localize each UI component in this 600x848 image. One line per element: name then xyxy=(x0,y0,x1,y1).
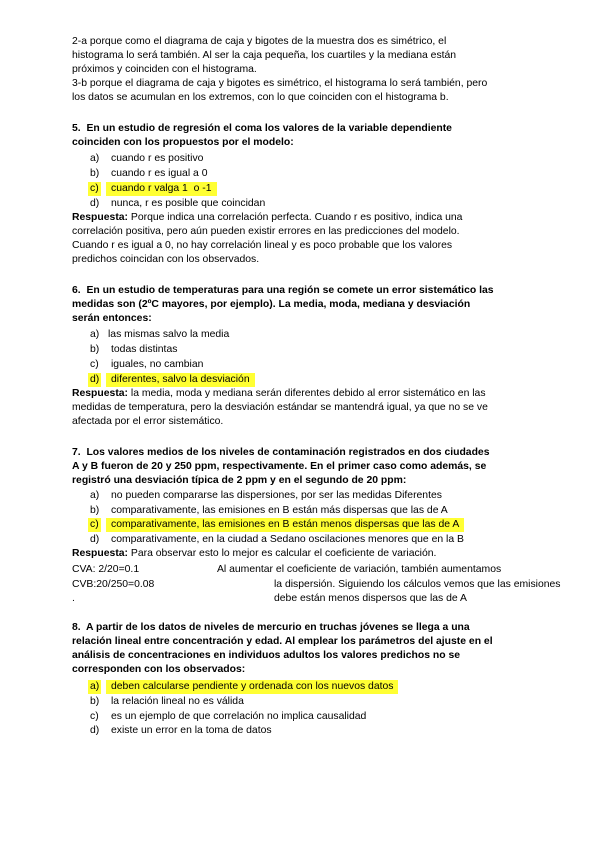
q8-option-a-letter: a) xyxy=(90,681,100,692)
q6-question-line-2: medidas son (2ºC mayores, por ejemplo). La media, moda, mediana y desviación xyxy=(72,299,471,310)
intro-line-4: 3-b porque el diagrama de caja y bigotes es simétrico, el histograma lo será también, pero xyxy=(72,78,488,89)
q8-question-line-2: relación lineal entre concentración y edad. Al emplear los parámetros del ajuste en el xyxy=(72,636,493,647)
q5-option-a-letter: a) xyxy=(90,153,100,164)
q5-option-a: cuando r es positivo xyxy=(111,153,204,164)
q7-option-b-letter: b) xyxy=(90,505,100,516)
q6-option-b-letter: b) xyxy=(90,344,100,355)
q7-explanation-line-2: la dispersión. Siguiendo los cálculos vemos que las emisiones xyxy=(274,579,561,590)
q6-answer-line-2: medidas de temperatura, pero la desviación estándar se mantendrá igual, ya que no se ve xyxy=(72,402,488,413)
q8-option-b-letter: b) xyxy=(90,696,100,707)
intro-line-1: 2-a porque como el diagrama de caja y bigotes de la muestra dos es simétrico, el xyxy=(72,36,447,47)
intro-line-3: próximos y coinciden con el histograma. xyxy=(72,64,257,75)
q7-explanation-line-3: debe están menos dispersos que las de A xyxy=(274,593,467,604)
q8-option-c-letter: c) xyxy=(90,711,99,722)
q7-option-d-letter: d) xyxy=(90,534,100,545)
q8-option-a-highlighted: deben calcularse pendiente y ordenada con los nuevos datos xyxy=(106,680,398,694)
q7-cvb: CVB:20/250=0.08 xyxy=(72,579,155,590)
q7-question-line-3: registró una desviación típica de 2 ppm y en el segundo de 20 ppm: xyxy=(72,475,407,486)
q7-option-a: no pueden compararse las dispersiones, por ser las medidas Diferentes xyxy=(111,490,442,501)
q6-question-line-1: 6. En un estudio de temperaturas para una región se comete un error sistemático las xyxy=(72,285,494,296)
q7-answer-label: Respuesta: xyxy=(72,548,129,559)
q8-question-line-1: 8. A partir de los datos de niveles de mercurio en truchas jóvenes se llega a una xyxy=(72,622,470,633)
q6-option-c: iguales, no cambian xyxy=(111,359,204,370)
q7-explanation-line-1: Al aumentar el coeficiente de variación, también aumentamos xyxy=(217,564,502,575)
q7-option-c-letter: c) xyxy=(90,519,99,530)
q5-answer-line-4: predichos coincidan con los observados. xyxy=(72,254,260,265)
q8-option-d-letter: d) xyxy=(90,725,100,736)
q6-option-c-letter: c) xyxy=(90,359,99,370)
q7-option-d: comparativamente, en la ciudad a Sedano oscilaciones menores que en la B xyxy=(111,534,464,545)
q7-question-line-2: A y B fueron de 20 y 250 ppm, respectivamente. En el primer caso como además, se xyxy=(72,461,487,472)
q7-dot: . xyxy=(72,593,75,604)
q7-option-a-letter: a) xyxy=(90,490,100,501)
q8-question-line-4: corresponden con los observados: xyxy=(72,664,246,675)
q6-option-d-highlighted: diferentes, salvo la desviación xyxy=(106,373,255,387)
q5-option-c-highlighted: cuando r valga 1 o -1 xyxy=(106,182,217,196)
q5-option-b-letter: b) xyxy=(90,168,100,179)
q6-answer-label: Respuesta: xyxy=(72,388,129,399)
q6-option-a: las mismas salvo la media xyxy=(108,329,230,340)
q7-question-line-1: 7. Los valores medios de los niveles de contaminación registrados en dos ciudades xyxy=(72,447,490,458)
q6-option-b: todas distintas xyxy=(111,344,178,355)
intro-line-2: histograma lo será también. Al ser la caja pequeña, los cuartiles y la mediana están xyxy=(72,50,457,61)
q6-answer-line-1 xyxy=(72,387,486,401)
q5-question-line-1: 5. En un estudio de regresión el coma los valores de la variable dependiente xyxy=(72,123,452,134)
q5-option-d-letter: d) xyxy=(90,198,100,209)
q5-answer-line-3: Cuando r es igual a 0, no hay correlación lineal y es poco probable que los valores xyxy=(72,240,453,251)
q7-cva: CVA: 2/20=0.1 xyxy=(72,564,140,575)
q6-answer-text: la media, moda y mediana serán diferentes debido al error sistemático en las xyxy=(128,388,486,399)
q8-option-b: la relación lineal no es válida xyxy=(111,696,244,707)
q6-option-a-letter: a) xyxy=(90,329,100,340)
q8-option-d: existe un error en la toma de datos xyxy=(111,725,272,736)
q5-question-line-2: coinciden con los propuestos por el modelo: xyxy=(72,137,294,148)
q5-answer-line-2: correlación positiva, pero aún pueden existir errores en las predicciones del modelo. xyxy=(72,226,460,237)
q5-option-b: cuando r es igual a 0 xyxy=(111,168,208,179)
q5-answer-label: Respuesta: xyxy=(72,212,129,223)
q5-answer-text: Porque indica una correlación perfecta. Cuando r es positivo, indica una xyxy=(128,212,463,223)
q5-option-c-letter: c) xyxy=(90,183,99,194)
q6-option-d-letter: d) xyxy=(90,374,100,385)
q5-option-d: nunca, r es posible que coincidan xyxy=(111,198,266,209)
q6-question-line-3: serán entonces: xyxy=(72,313,152,324)
q8-option-c: es un ejemplo de que correlación no implica causalidad xyxy=(111,711,367,722)
q7-option-b: comparativamente, las emisiones en B están más dispersas que las de A xyxy=(111,505,448,516)
q8-question-line-3: análisis de concentraciones en individuos adultos los valores predichos no se xyxy=(72,650,461,661)
q7-option-c-highlighted: comparativamente, las emisiones en B están menos dispersas que las de A xyxy=(106,518,464,532)
intro-line-5: los datos se acumulan en los extremos, con lo que coinciden con el histograma b. xyxy=(72,92,449,103)
q5-answer-line-1 xyxy=(72,211,462,225)
q6-answer-line-3: afectada por el error sistemático. xyxy=(72,416,224,427)
q7-answer-line-1 xyxy=(72,547,436,561)
q7-answer-text: Para observar esto lo mejor es calcular el coeficiente de variación. xyxy=(128,548,437,559)
